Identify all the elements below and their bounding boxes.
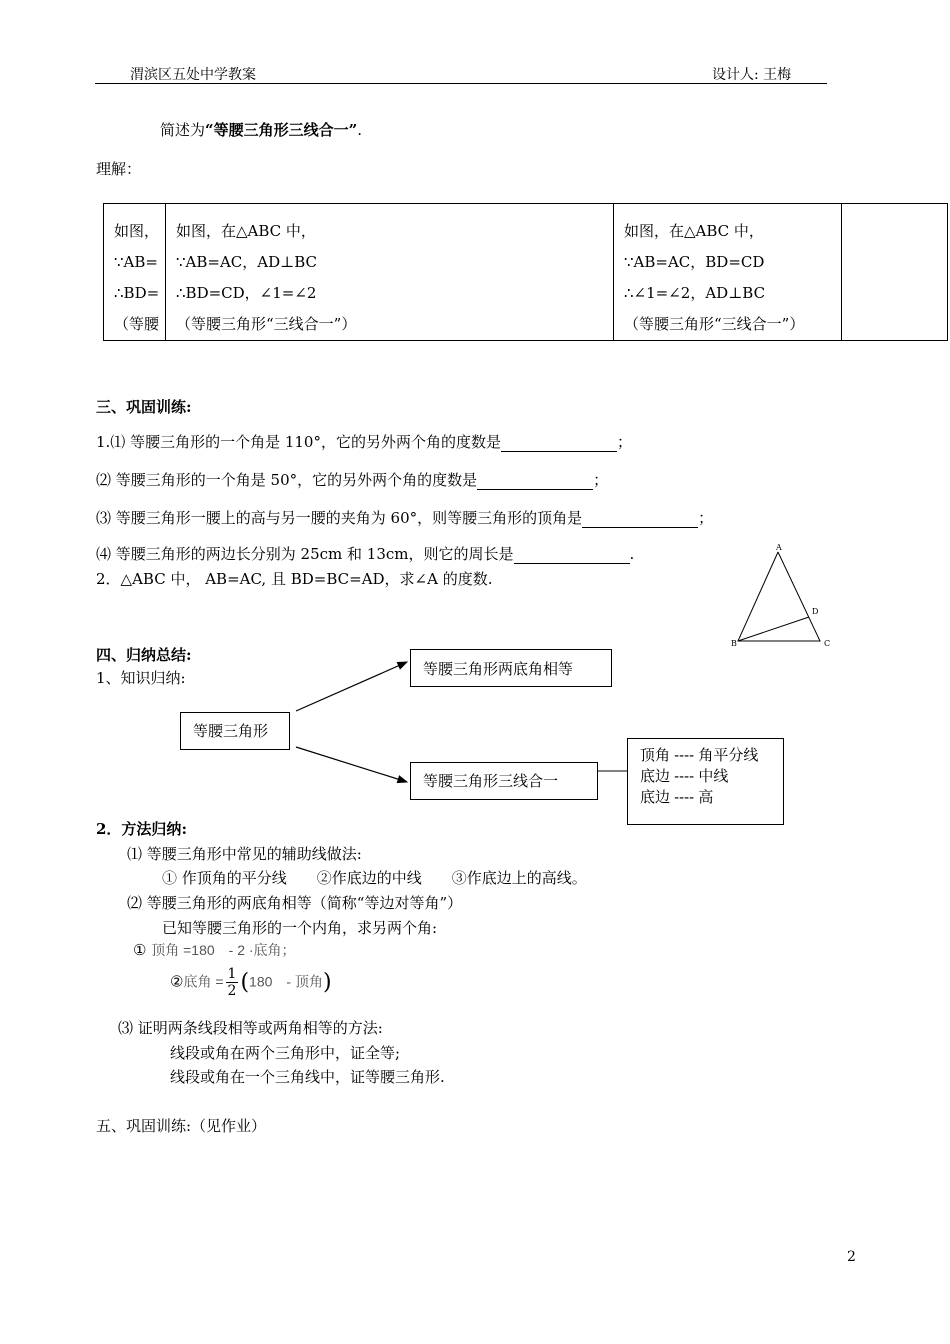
label-b: B — [731, 639, 737, 648]
method-2: ⑵ 等腰三角形的两底角相等（简称“等边对等角”） — [127, 894, 463, 912]
table-line: ∴BD=CD，∠1=∠2 — [176, 284, 317, 302]
question-5: 2．△ABC 中， AB=AC, 且 BD=BC=AD，求∠A 的度数. — [96, 570, 493, 588]
method-3: ⑶ 证明两条线段相等或两角相等的方法: — [118, 1019, 383, 1037]
understand-label: 理解： — [96, 160, 142, 178]
methods-title: 2．方法归纳: — [96, 820, 187, 838]
intro-prefix: 简述为 — [160, 121, 206, 139]
question-3-text: ⑶ 等腰三角形一腰上的高与另一腰的夹角为 60°，则等腰三角形的顶角是 — [96, 509, 583, 527]
box-three-lines-coincide: 等腰三角形三线合一 — [410, 762, 598, 800]
question-3-end: ； — [698, 509, 714, 527]
table-line: ∵AB=AC，AD⊥BC — [176, 253, 318, 271]
formula-1-marker: ① — [133, 941, 147, 959]
section4-title: 四、归纳总结: — [96, 646, 192, 664]
formula-2 — [170, 966, 332, 999]
table-line: ∴BD= — [114, 284, 160, 302]
question-2-end: ； — [593, 471, 609, 489]
arrow-to-bottom-box — [296, 747, 407, 782]
fraction-numerator: 1 — [227, 966, 237, 982]
formula-2-left: 底角 = — [183, 973, 224, 990]
formula-2-fraction — [226, 966, 239, 999]
table-line: ∴∠1=∠2，AD⊥BC — [624, 284, 766, 302]
box-three-lines-detail — [627, 738, 784, 825]
section5-title: 五、巩固训练:（见作业） — [96, 1117, 267, 1135]
table-line: （等腰三角形“三线合一”） — [176, 315, 357, 333]
table-line: 如图， — [114, 222, 160, 240]
formula-2-marker: ② — [170, 972, 184, 991]
table-line: 如图，在△ABC 中， — [624, 222, 764, 240]
intro-emphasis: “等腰三角形三线合一” — [205, 121, 358, 139]
arrow-to-top-box — [296, 662, 407, 711]
question-1-text: 1.⑴ 等腰三角形的一个角是 110°，它的另外两个角的度数是 — [96, 433, 501, 451]
method-3-b: 线段或角在一个三角线中，证等腰三角形. — [170, 1068, 445, 1086]
formula-1 — [133, 940, 296, 960]
table-line: 如图，在△ABC 中， — [176, 222, 316, 240]
header-school: 渭滨区五处中学教案 — [130, 67, 256, 83]
box-isosceles-triangle: 等腰三角形 — [180, 712, 290, 750]
method-2-sub: 已知等腰三角形的一个内角，求另两个角: — [162, 919, 438, 937]
knowledge-label: 1、知识归纳: — [96, 669, 186, 687]
question-4-end: . — [629, 545, 635, 563]
intro-suffix: . — [357, 121, 363, 139]
label-c: C — [824, 639, 831, 648]
table-line: （等腰三角形“三线合一”） — [624, 315, 805, 333]
question-2-text: ⑵ 等腰三角形的一个角是 50°，它的另外两个角的度数是 — [96, 471, 478, 489]
method-1-items: ① 作顶角的平分线 ②作底边的中线 ③作底边上的高线。 — [162, 869, 587, 887]
method-1: ⑴ 等腰三角形中常见的辅助线做法: — [127, 845, 362, 863]
table-line: （等腰 — [114, 315, 160, 333]
page-number: 2 — [847, 1249, 856, 1265]
label-d: D — [812, 607, 819, 616]
formula-2-right: 180 - 顶角 — [249, 973, 323, 990]
detail-line: 底边 ---- 高 — [640, 789, 714, 806]
question-1-end: ； — [616, 433, 632, 451]
table-line: ∵AB= — [114, 253, 158, 271]
table-line: ∵AB=AC，BD=CD — [624, 253, 765, 271]
fraction-denominator: 2 — [227, 983, 237, 999]
section3-title: 三、巩固训练: — [96, 398, 192, 416]
box-base-angles-equal: 等腰三角形两底角相等 — [410, 649, 612, 687]
method-3-a: 线段或角在两个三角形中，证全等; — [170, 1044, 401, 1062]
header-designer: 设计人: 王梅 — [712, 67, 792, 83]
question-4-text: ⑷ 等腰三角形的两边长分别为 25cm 和 13cm，则它的周长是 — [96, 545, 514, 563]
paren-open: ( — [240, 970, 250, 995]
detail-line: 底边 ---- 中线 — [640, 768, 729, 785]
paren-close: ) — [322, 970, 332, 995]
formula-1-text: 顶角 =180 - 2 ·底角； — [151, 942, 296, 958]
label-a: A — [776, 543, 782, 552]
detail-line: 顶角 ---- 角平分线 — [640, 747, 759, 764]
